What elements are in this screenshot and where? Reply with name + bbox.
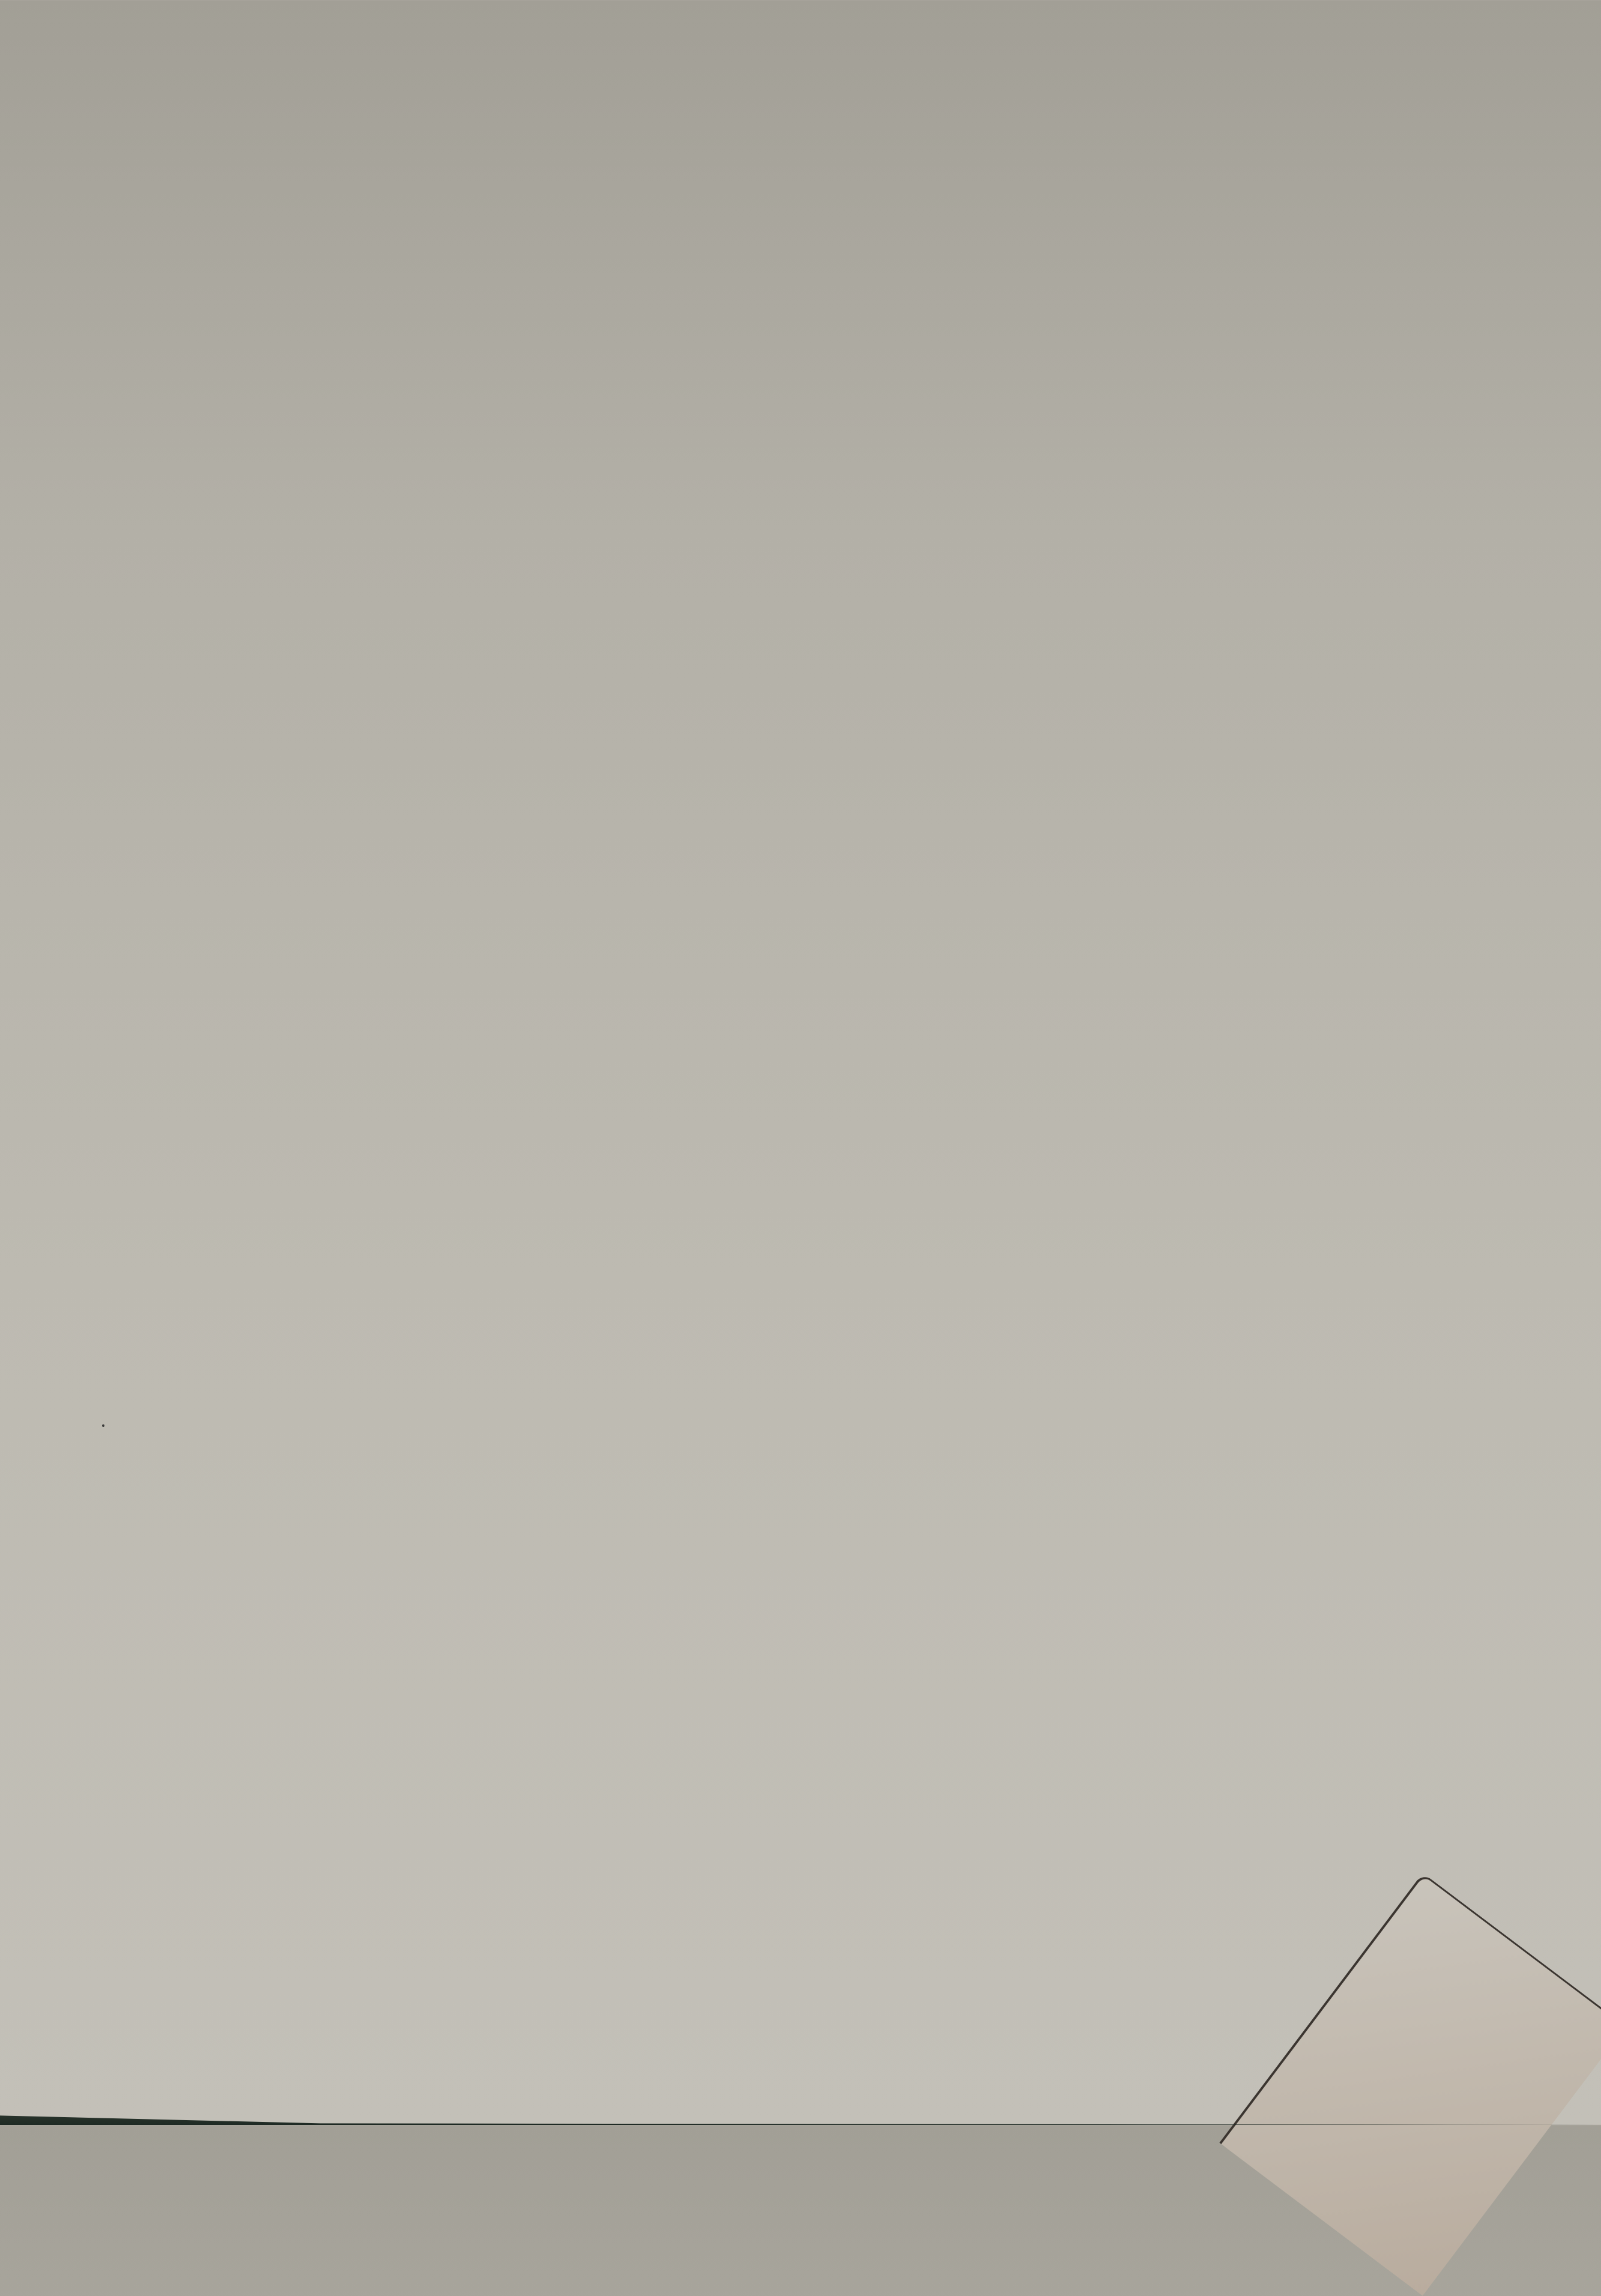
ink-speck xyxy=(102,1424,104,1427)
folded-page-corner xyxy=(1219,1873,1601,2296)
